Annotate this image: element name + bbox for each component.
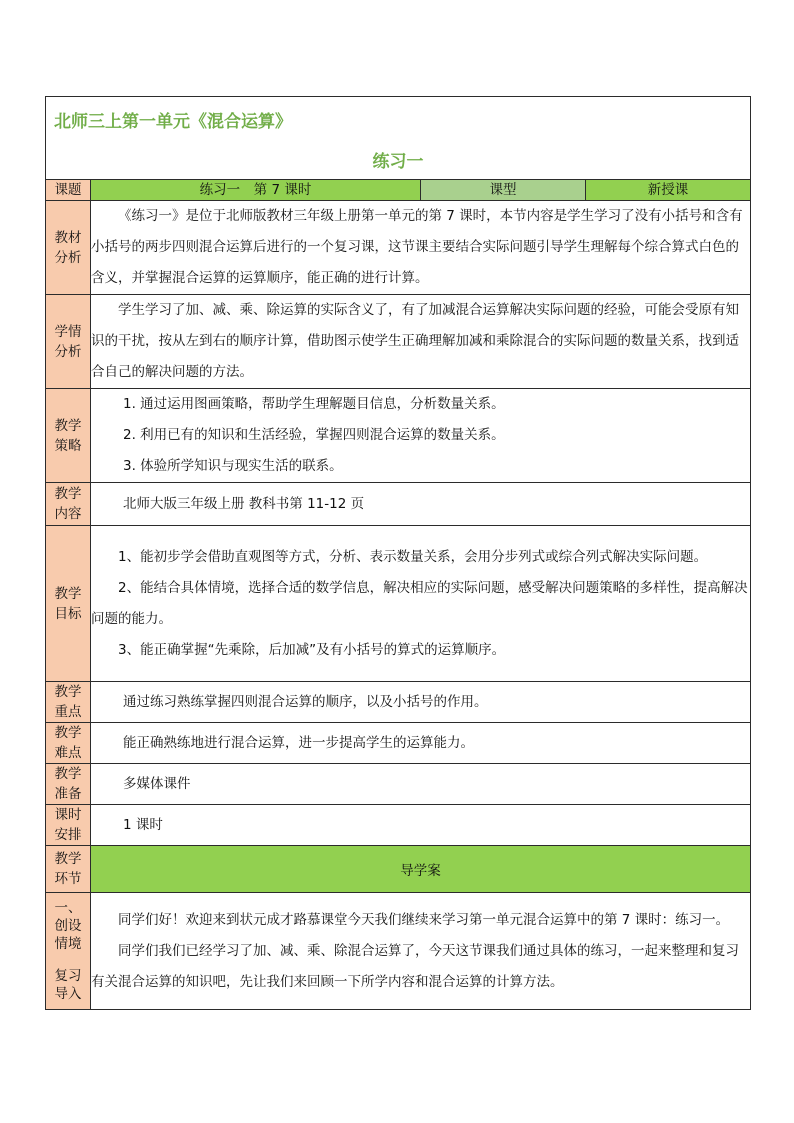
teaching-process-row <box>46 846 751 893</box>
teaching-goals-label: 教学 目标 <box>46 526 91 682</box>
teaching-content-row <box>46 483 751 526</box>
class-hours-row <box>46 805 751 846</box>
intro-content <box>91 893 751 1010</box>
material-analysis-label: 教材 分析 <box>46 201 91 295</box>
teaching-strategy-row <box>46 389 751 483</box>
class-hours-label: 课时 安排 <box>46 805 91 846</box>
learner-analysis-row <box>46 295 751 389</box>
goal-item: 3、能正确掌握“先乘除，后加减”及有小括号的算式的运算顺序。 <box>118 641 506 658</box>
teaching-content-label: 教学 内容 <box>46 483 91 526</box>
strategy-item: 3. 体验所学知识与现实生活的联系。 <box>123 458 343 474</box>
document-title: 北师三上第一单元《混合运算》 <box>54 112 292 132</box>
learner-analysis-content <box>91 295 751 389</box>
teaching-process-label: 教学 环节 <box>46 846 91 893</box>
strategy-item: 1. 通过运用图画策略，帮助学生理解题目信息，分析数量关系。 <box>123 396 505 412</box>
teaching-goals-content <box>91 526 751 682</box>
teaching-strategy-label: 教学 策略 <box>46 389 91 483</box>
guide-plan-header: 导学案 <box>91 846 751 893</box>
difficulty-label: 教学 难点 <box>46 723 91 764</box>
key-point-content <box>91 682 751 723</box>
goal-item: 2、能结合具体情境，选择合适的数学信息，解决相应的实际问题，感受解决问题策略的多样性，提高解决问题的能力。 <box>91 579 748 627</box>
difficulty-row <box>46 723 751 764</box>
topic-label: 课题 <box>46 180 91 201</box>
material-analysis-content <box>91 201 751 295</box>
preparation-text: 多媒体课件 <box>123 775 191 792</box>
preparation-content <box>91 764 751 805</box>
intro-paragraph: 同学们好！欢迎来到状元成才路慕课堂今天我们继续来学习第一单元混合运算中的第 7 课时：练习一。 <box>118 911 730 928</box>
difficulty-text: 能正确熟练地进行混合运算，进一步提高学生的运算能力。 <box>123 734 474 751</box>
lesson-type-value: 新授课 <box>586 180 751 201</box>
document-subtitle: 练习一 <box>372 152 424 172</box>
material-analysis-row <box>46 201 751 295</box>
teaching-content-content <box>91 483 751 526</box>
intro-label: 一、 创设 情境 复习 导入 <box>46 893 91 1010</box>
learner-analysis-label: 学情 分析 <box>46 295 91 389</box>
material-analysis-text: 《练习一》是位于北师版教材三年级上册第一单元的第 7 课时，本节内容是学生学习了没有小括号和含有小括号的两步四则混合运算后进行的一个复习课，这节课主要结合实际问题引导学生理解每个综合算式白色的含义，并掌握混合运算的运算顺序，能正确的进行计算。 <box>91 208 743 286</box>
lesson-type-label: 课型 <box>421 180 586 201</box>
class-hours-content <box>91 805 751 846</box>
intro-row <box>46 893 751 1010</box>
learner-analysis-text: 学生学习了加、减、乘、除运算的实际含义了，有了加减混合运算解决实际问题的经验，可能会受原有知识的干扰，按从左到右的顺序计算，借助图示使学生正确理解加减和乘除混合的实际问题的数量关系，找到适合自己的解决问题的方法。 <box>91 302 739 380</box>
key-point-label: 教学 重点 <box>46 682 91 723</box>
preparation-label: 教学 准备 <box>46 764 91 805</box>
lesson-name: 练习一 第 7 课时 <box>91 180 421 201</box>
key-point-text: 通过练习熟练掌握四则混合运算的顺序，以及小括号的作用。 <box>123 693 488 710</box>
topic-row <box>46 180 751 201</box>
strategy-item: 2. 利用已有的知识和生活经验，掌握四则混合运算的数量关系。 <box>123 427 505 443</box>
lesson-plan-document <box>45 96 750 1010</box>
teaching-content-text: 北师大版三年级上册 教科书第 11-12 页 <box>123 495 365 512</box>
teaching-goals-row <box>46 526 751 682</box>
difficulty-content <box>91 723 751 764</box>
class-hours-text: 1 课时 <box>123 816 163 833</box>
preparation-row <box>46 764 751 805</box>
goal-item: 1、能初步学会借助直观图等方式，分析、表示数量关系，会用分步列式或综合列式解决实际问题。 <box>118 548 708 565</box>
key-point-row <box>46 682 751 723</box>
header-cell <box>46 97 751 180</box>
teaching-strategy-content <box>91 389 751 483</box>
intro-paragraph: 同学们我们已经学习了加、减、乘、除混合运算了，今天这节课我们通过具体的练习，一起来整理和复习有关混合运算的知识吧，先让我们来回顾一下所学内容和混合运算的计算方法。 <box>91 942 739 990</box>
header-row <box>46 97 751 180</box>
lesson-plan-table <box>45 96 751 1010</box>
